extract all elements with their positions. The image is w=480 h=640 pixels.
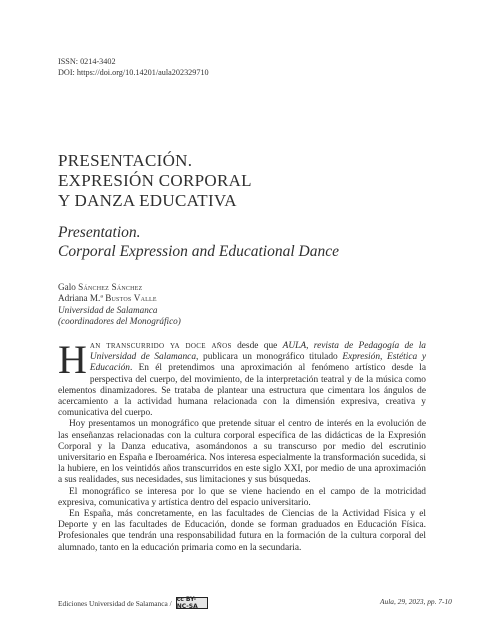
doi-text: DOI: https://doi.org/10.14201/aula202329710 bbox=[58, 68, 209, 77]
title-line-2: EXPRESIÓN CORPORAL bbox=[58, 171, 252, 190]
paragraph-4: En España, más concretamente, en las facultades de Ciencias de la Actividad Física y el Deporte y en las facultades de Educación, donde se forman graduados en Educación Física. Profesionales que tendrán una responsabilidad futura en la formación de la cultura corporal del alumnado, tanto en la educación primaria como en la secundaria. bbox=[58, 509, 426, 553]
footer-publisher bbox=[58, 597, 208, 609]
footer-citation: Aula, 29, 2023, pp. 7-10 bbox=[380, 597, 452, 606]
author-2-first-name: Adriana M.ª bbox=[58, 293, 103, 304]
title-line-3: Y DANZA EDUCATIVA bbox=[58, 191, 237, 210]
subtitle-line-1: Presentation. bbox=[58, 224, 141, 241]
article-subtitle-english bbox=[58, 223, 339, 261]
article-body bbox=[58, 337, 427, 554]
journal-name: AULA, revista de Pedagogía de la Universidad de Salamanca bbox=[89, 341, 426, 363]
article-identifiers bbox=[58, 56, 209, 78]
monograph-title: Expresión, Estética y Educación bbox=[89, 352, 427, 374]
title-line-1: PRESENTACIÓN. bbox=[58, 151, 193, 170]
paragraph-1-part-b: , publicara un monográfico titulado bbox=[196, 352, 343, 363]
paragraph-3: El monográfico se interesa por lo que se viene haciendo en el campo de la motricidad expresiva, comunicativa y artística dentro del espacio universitario. bbox=[58, 486, 426, 508]
author-affiliation: Universidad de Salamanca bbox=[58, 304, 158, 315]
author-role: (coordinadores del Monográfico) bbox=[58, 316, 181, 327]
author-1-first-name: Galo bbox=[58, 282, 76, 292]
cc-license-icon: cc BY-NC-SA bbox=[176, 597, 208, 609]
paragraph-1 bbox=[58, 337, 427, 419]
paragraph-1-part-c: . En él pretendimos una aproximación al fenómeno artístico desde la perspectiva del cuerpo, del movimiento, de la interpretación teatral y de la música como elementos dinamizadores. Se trataba de plantear una estructura que cimentara los ángulos de acercamiento a la actividad humana relacionada con la dimensión expresiva, creativa y comunicativa del cuerpo. bbox=[58, 363, 426, 419]
issn-text: ISSN: 0214-3402 bbox=[58, 57, 116, 66]
lead-in-smallcaps: an transcurrido ya doce años bbox=[89, 341, 232, 351]
subtitle-line-2: Corporal Expression and Educational Dance bbox=[58, 243, 339, 260]
publisher-text: Ediciones Universidad de Salamanca / bbox=[58, 598, 172, 608]
author-2 bbox=[58, 293, 181, 304]
drop-cap: H bbox=[58, 337, 87, 382]
article-title bbox=[58, 151, 252, 211]
author-1 bbox=[58, 282, 181, 293]
author-1-last-name: Sánchez Sánchez bbox=[78, 282, 143, 292]
authors-block bbox=[58, 282, 181, 328]
paragraph-1-part-a: desde que bbox=[231, 341, 283, 351]
author-2-last-name: Bustos Valle bbox=[105, 293, 157, 304]
paragraph-2: Hoy presentamos un monográfico que pretende situar el centro de interés en la evolución de las enseñanzas relacionadas con la cultura corporal específica de las didácticas de la Expresión Corporal y la Danza educativa, asomándonos a su transcurso por medio del escrutinio universitario en España e Iberoamérica. Nos interesa especialmente la transformación sucedida, si la hubiere, en los veintidós años transcurridos en este siglo XXI, por medio de una aproximación a sus realidades, sus necesidades, sus limitaciones y sus búsquedas. bbox=[58, 419, 426, 486]
